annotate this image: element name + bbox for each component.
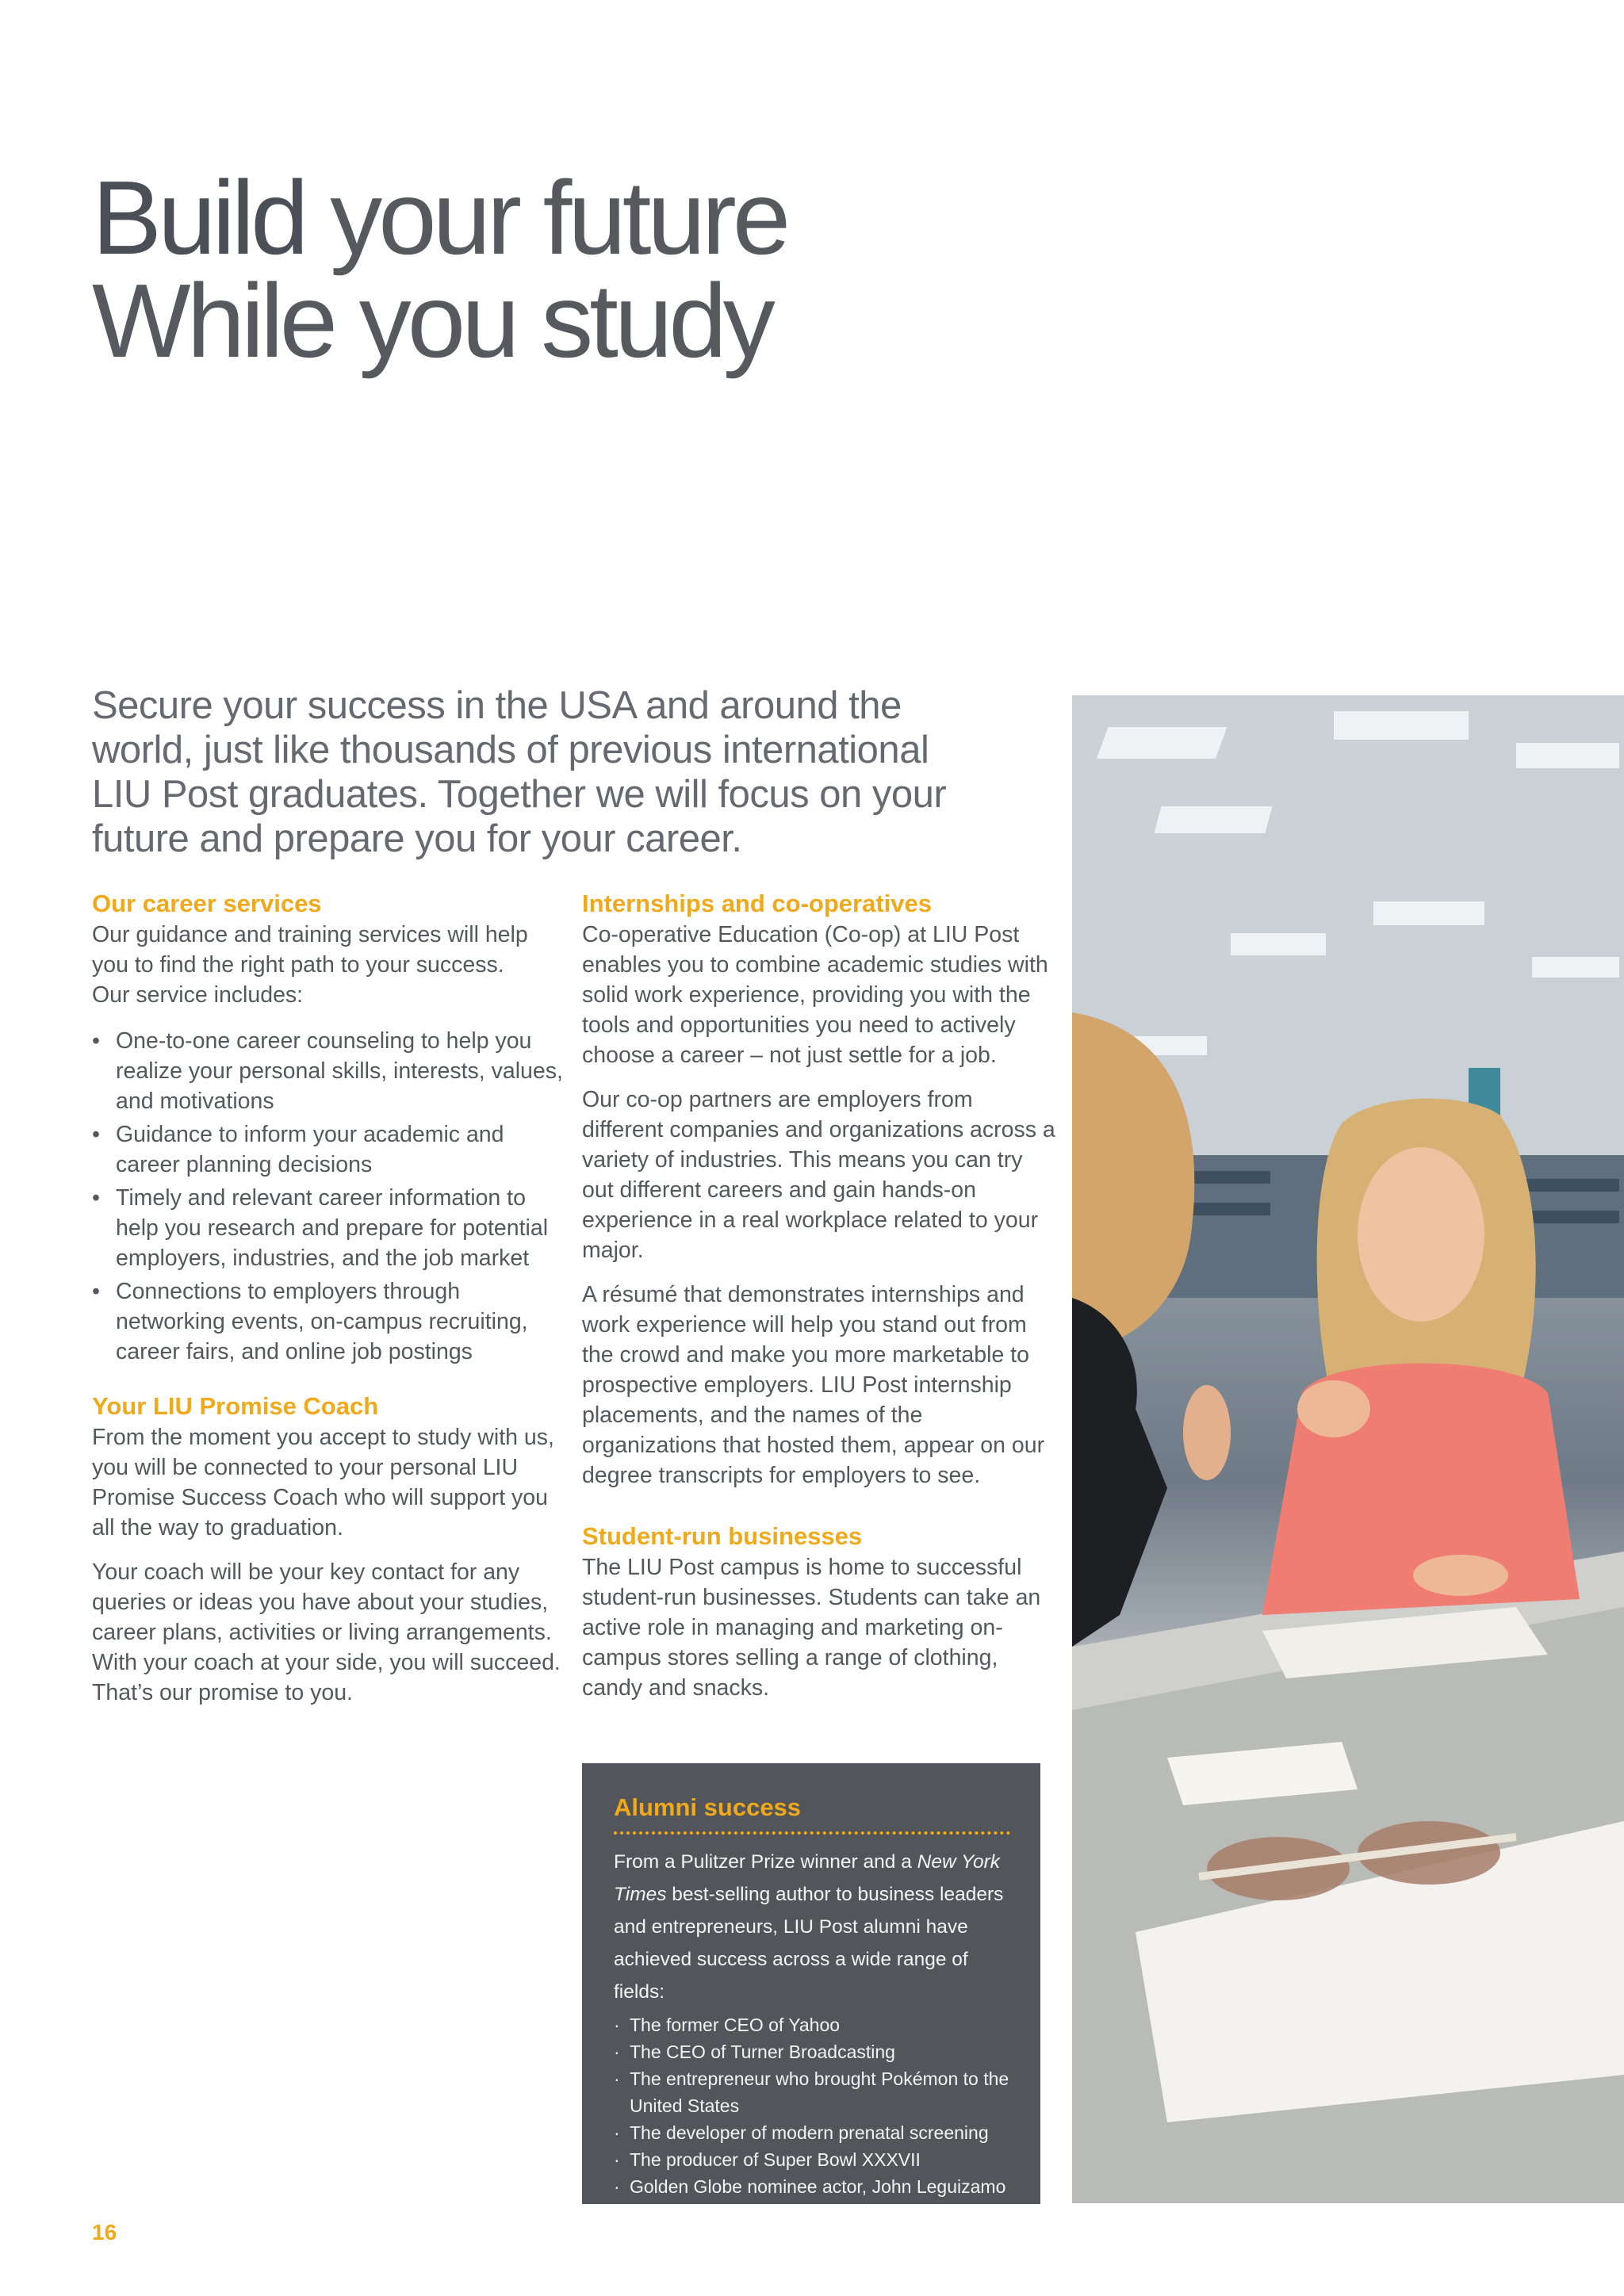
internships-p1: Co-operative Education (Co-op) at LIU Post enables you to combine academic studies with solid work experience, providing you with the tools and opportunities you need to actively choose a career – not just settle for a job. xyxy=(582,922,1048,1068)
alumni-heading: Alumni success xyxy=(614,1792,1010,1835)
alumni-lead-italic: New York Times xyxy=(614,1851,1001,1905)
alumni-lead-b: best-selling author to business leaders and entrepreneurs, LIU Post alumni have achieved success across a wide range of fields: xyxy=(614,1884,1004,2003)
title-line2: While you study xyxy=(92,262,772,379)
alumni-list xyxy=(614,2011,1010,2200)
student-business-p1: The LIU Post campus is home to successful student-run businesses. Students can take an active role in managing and marketing on-campus stores selling a range of clothing, candy and snacks. xyxy=(582,1555,1041,1701)
title-rest: your future xyxy=(330,159,787,276)
promise-coach-heading: Your LIU Promise Coach xyxy=(92,1392,379,1420)
internships-p3: A résumé that demonstrates internships and work experience will help you stand out from the crowd and make you more marketable to prospective employers. LIU Post internship placements, and the names of the organizations that hosted them, appear on our degree transcripts for employers to see. xyxy=(582,1282,1045,1488)
list-item: · The entrepreneur who brought Pokémon to the United States xyxy=(614,2065,1010,2119)
list-item: · The former CEO of Yahoo xyxy=(614,2011,1010,2038)
list-item: · Golden Globe nominee actor, John Leguizamo xyxy=(614,2173,1010,2200)
list-item: • One-to-one career counseling to help you realize your personal skills, interests, values, and motivations xyxy=(92,1026,568,1116)
career-services-p1: Our guidance and training services will help you to find the right path to your success. xyxy=(92,922,528,978)
students-photo xyxy=(1072,695,1624,2203)
middle-column xyxy=(582,888,1058,1717)
list-item: • Connections to employers through networking events, on-campus recruiting, career fairs, and online job postings xyxy=(92,1276,568,1367)
alumni-lead-a: From a Pulitzer Prize winner and a xyxy=(614,1851,917,1873)
intro-text: Secure your success in the USA and around the world, just like thousands of previous international LIU Post graduates. Together we will focus on your future and prepare you for your career. xyxy=(92,684,947,860)
promise-coach-p1: From the moment you accept to study with us, you will be connected to your personal LIU Promise Success Coach who will support you all the way to graduation. xyxy=(92,1425,554,1540)
page-number: 16 xyxy=(92,2220,117,2244)
alumni-lead xyxy=(614,1846,1010,2008)
internships-heading: Internships and co-operatives xyxy=(582,890,932,917)
list-item: · The CEO of Turner Broadcasting xyxy=(614,2038,1010,2065)
career-services-p2: Our service includes: xyxy=(92,982,304,1008)
promise-coach-p2: Your coach will be your key contact for any queries or ideas you have about your studies, career plans, activities or living arrangements. With your coach at your side, you will succeed. That’s our promise to you. xyxy=(92,1559,561,1705)
career-services-list xyxy=(92,1026,568,1367)
left-column xyxy=(92,888,568,1722)
title-bold: Build xyxy=(92,159,305,276)
list-item: · The producer of Super Bowl XXXVII xyxy=(614,2146,1010,2173)
page-title xyxy=(92,159,787,379)
list-item: · The developer of modern prenatal screening xyxy=(614,2119,1010,2146)
list-item: • Guidance to inform your academic and career planning decisions xyxy=(92,1119,568,1180)
internships-p2: Our co-op partners are employers from different companies and organizations across a variety of industries. This means you can try out different careers and gain hands-on experience in a real workplace related to your major. xyxy=(582,1087,1055,1263)
alumni-success-panel xyxy=(582,1763,1040,2204)
student-business-heading: Student-run businesses xyxy=(582,1522,863,1550)
career-services-heading: Our career services xyxy=(92,890,322,917)
list-item: • Timely and relevant career information to help you research and prepare for potential employers, industries, and the job market xyxy=(92,1183,568,1273)
